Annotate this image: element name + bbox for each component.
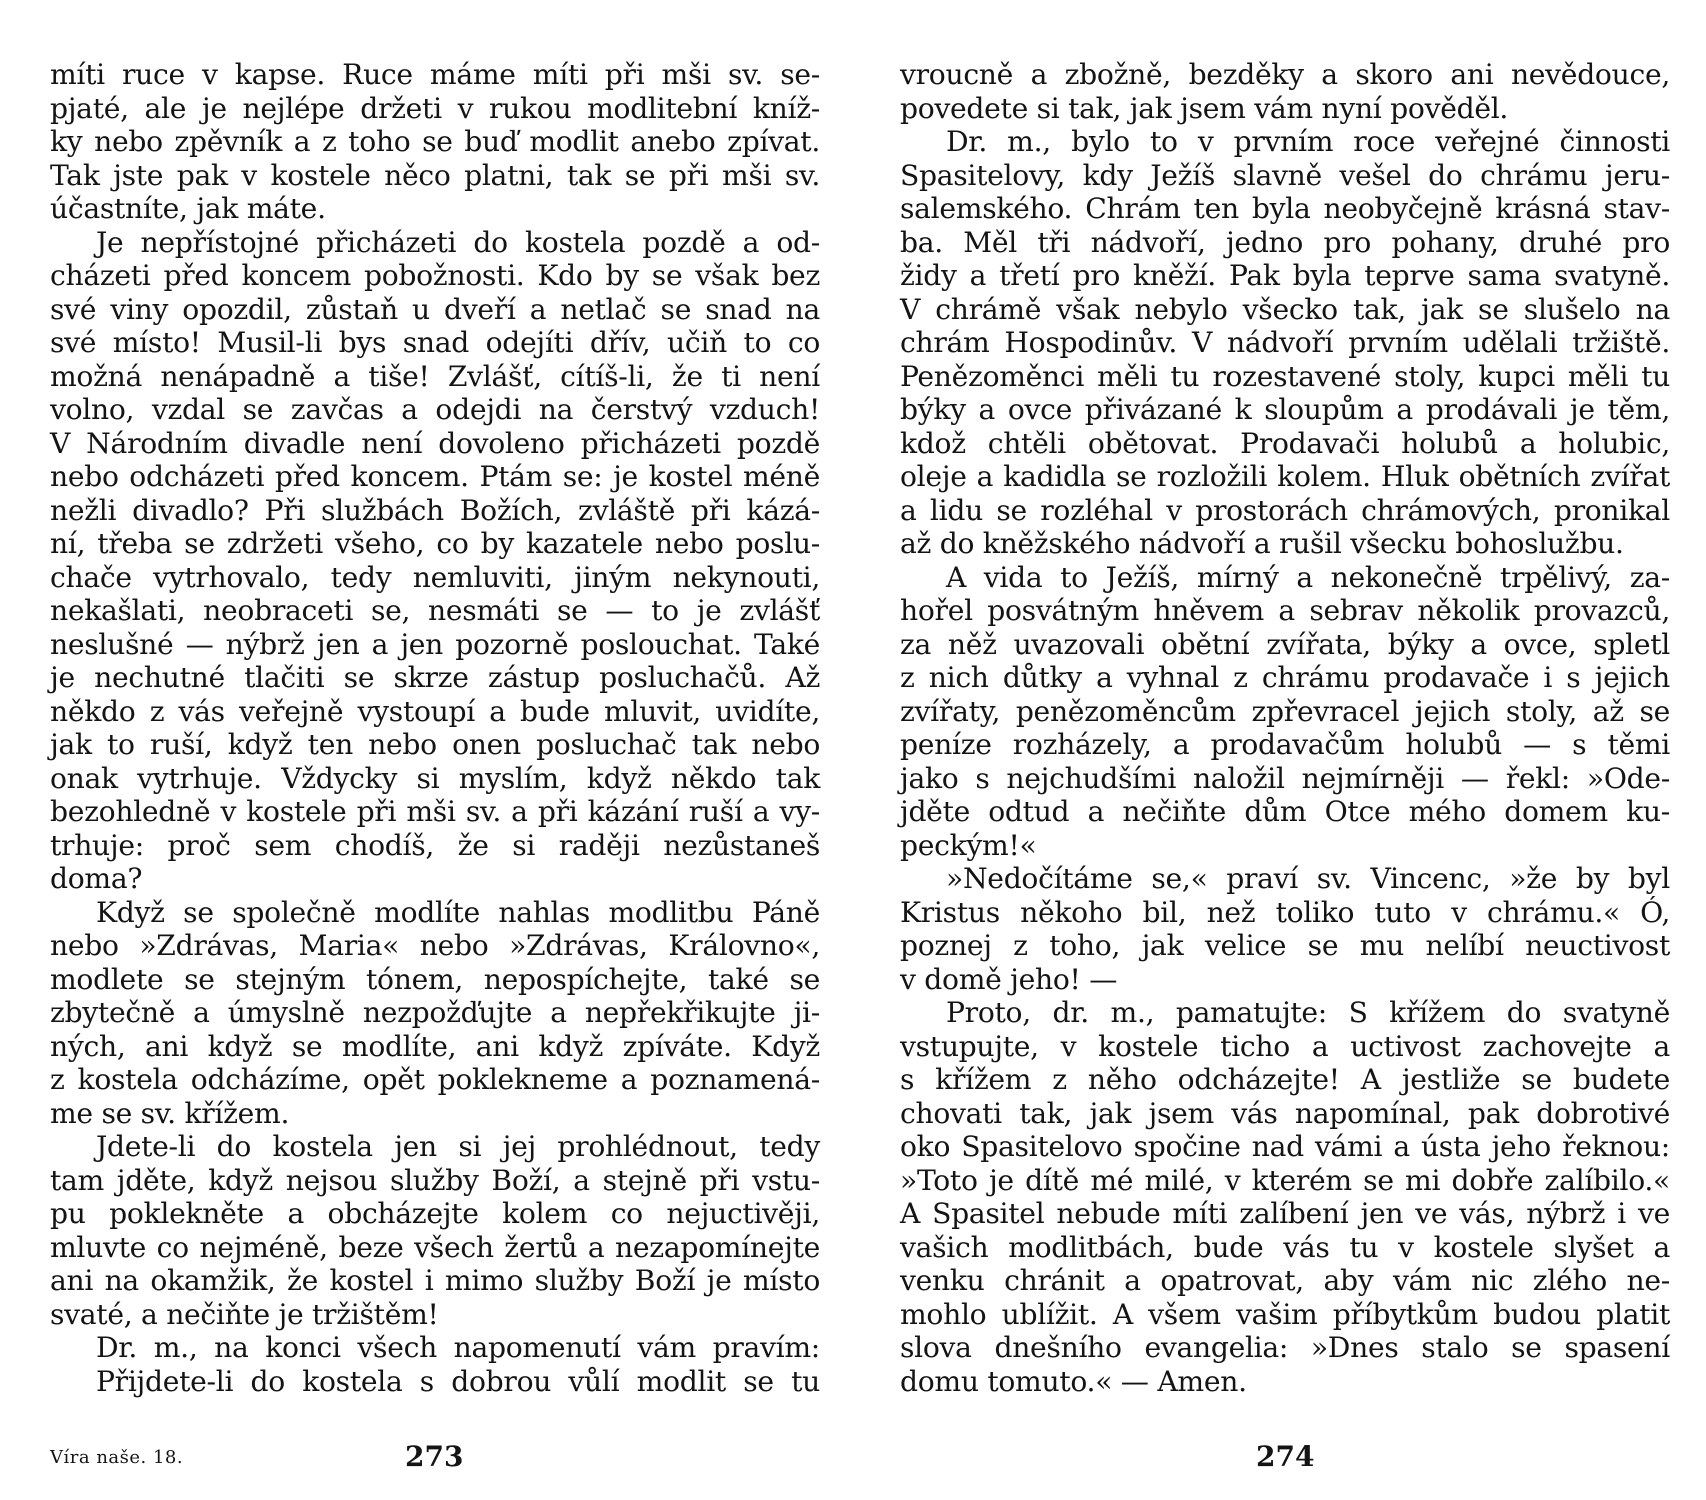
text-line: hořel posvátným hněvem a sebrav několik provazců, (900, 594, 1670, 627)
text-line: nekašlati, neobraceti se, nesmáti se — to je zvlášť (50, 594, 820, 627)
text-line: zvířaty, penězoměncům zpřevracel jejich stoly, až se (900, 694, 1670, 728)
text-line: míti ruce v kapse. Ruce máme míti při mši sv. se- (50, 58, 820, 91)
text-line: jděte odtud a nečiňte dům Otce mého domem ku- (900, 795, 1670, 828)
text-line: chrám Hospodinův. V nádvoří prvním udělali tržiště. (900, 326, 1670, 359)
text-line: ba. Měl tři nádvoří, jedno pro pohany, druhé pro (900, 225, 1670, 259)
text-line: mohlo ublížit. A všem vašim příbytkům budou platit (900, 1297, 1670, 1331)
text-line: Je nepřístojné přicházeti do kostela pozdě a od- (96, 225, 820, 259)
text-line: oleje a kadidla se rozložili kolem. Hluk obětních zvířat (900, 460, 1670, 493)
text-line: pjaté, ale je nejlépe držeti v rukou modlitební kníž- (50, 91, 820, 125)
text-line: Kristus někoho bil, než toliko tuto v chrámu.« Ó, (900, 895, 1670, 929)
text-line: jak to ruší, když ten nebo onen posluchač tak nebo (50, 728, 820, 761)
text-line: zbytečně a úmyslně nezpožďujte a nepřekřikujte ji- (50, 996, 820, 1029)
text-line: »Toto je dítě mé milé, v kterém se mi dobře zalíbilo.« (900, 1163, 1670, 1197)
text-line: salemského. Chrám ten byla neobyčejně krásná stav- (900, 192, 1670, 225)
text-line: onak vytrhuje. Vždycky si myslím, když někdo tak (50, 761, 820, 795)
text-line: jako s nejchudšími naložil nejmírněji — řekl: »Ode- (900, 761, 1670, 795)
text-line: ky nebo zpěvník a z toho se buď modlit anebo zpívat. (50, 125, 820, 158)
text-line: doma? (50, 862, 143, 895)
text-line: V chrámě však nebylo všecko tak, jak se slušelo na (900, 292, 1670, 326)
text-line: A Spasitel nebude míti zalíbení jen ve vás, nýbrž i ve (900, 1197, 1670, 1230)
text-line: je nechutné tlačiti se skrze zástup posluchačů. Až (50, 661, 820, 694)
text-line: oko Spasitelovo spočine nad vámi a ústa jeho řeknou: (900, 1130, 1670, 1163)
text-line: svaté, a nečiňte je tržištěm! (50, 1297, 439, 1331)
text-line: trhuje: proč sem chodíš, že si raději nezůstaneš (50, 828, 820, 862)
left-page-number: 273 (405, 1440, 464, 1473)
text-line: volno, vzdal se zavčas a odejdi na čerstvý vzduch! (50, 393, 820, 426)
text-line: chače vytrhovalo, tedy nemluviti, jiným nekynouti, (50, 560, 820, 594)
text-line: své viny opozdil, zůstaň u dveří a netlač se snad na (50, 292, 820, 326)
text-line: poznej z toho, jak velice se mu nelíbí neuctivost (900, 929, 1670, 962)
text-line: A vida to Ježíš, mírný a nekonečně trpělivý, za- (946, 560, 1670, 594)
text-line: Proto, dr. m., pamatujte: S křížem do svatyně (946, 996, 1670, 1029)
text-line: účastníte, jak máte. (50, 192, 326, 225)
text-line: vašich modlitbách, bude vás tu v kostele slyšet a (900, 1230, 1670, 1264)
text-line: venku chránit a opatrovat, aby vám nic zlého ne- (900, 1264, 1670, 1297)
text-line: bezohledně v kostele při mši sv. a při kázání ruší a vy- (50, 795, 820, 828)
text-line: Dr. m., na konci všech napomenutí vám pravím: (96, 1331, 820, 1364)
text-line: vstupujte, v kostele ticho a uctivost zachovejte a (900, 1029, 1670, 1063)
text-line: peckým!« (900, 828, 1037, 862)
text-line: ani na okamžik, že kostel i mimo služby Boží je místo (50, 1264, 820, 1297)
text-line: me se sv. křížem. (50, 1096, 290, 1130)
text-line: Penězoměnci měli tu rozestavené stoly, kupci měli tu (900, 359, 1670, 393)
text-line: pu poklekněte a obcházejte kolem co nejuctivěji, (50, 1197, 820, 1230)
text-line: s křížem z něho odcházejte! A jestliže se budete (900, 1063, 1670, 1096)
text-line: chovati tak, jak jsem vás napomínal, pak dobrotivé (900, 1096, 1670, 1130)
text-line: Dr. m., bylo to v prvním roce veřejné činnosti (946, 125, 1670, 158)
printer-signature: Víra naše. 18. (50, 1447, 184, 1468)
right-page-number: 274 (1256, 1440, 1315, 1473)
text-line: Když se společně modlíte nahlas modlitbu Páně (96, 895, 820, 929)
text-line: možná nenápadně a tiše! Zvlášť, cítíš-li, že ti není (50, 359, 820, 393)
text-line: býky a ovce přivázané k sloupům a prodávali je těm, (900, 393, 1670, 426)
text-line: tam jděte, když nejsou služby Boží, a stejně při vstu- (50, 1163, 820, 1197)
left-page (50, 58, 820, 1398)
text-line: mluvte co nejméně, beze všech žertů a nezapomínejte (50, 1230, 820, 1264)
text-line: nebo »Zdrávas, Maria« nebo »Zdrávas, Královno«, (50, 929, 820, 962)
text-line: někdo z vás veřejně vystoupí a bude mluvit, uvidíte, (50, 694, 820, 728)
text-line: v domě jeho! — (900, 962, 1118, 996)
text-line: nežli divadlo? Při službách Božích, zvláště při kázá- (50, 493, 820, 527)
text-line: Tak jste pak v kostele něco platni, tak se při mši sv. (50, 158, 820, 192)
text-line: a lidu se rozléhal v prostorách chrámových, pronikal (900, 493, 1670, 527)
text-line: slova dnešního evangelia: »Dnes stalo se spasení (900, 1331, 1670, 1364)
text-line: »Nedočítáme se,« praví sv. Vincenc, »že by byl (946, 862, 1670, 895)
text-line: z nich důtky a vyhnal z chrámu prodavače i s jejich (900, 661, 1670, 694)
text-line: peníze rozházely, a prodavačům holubů — s těmi (900, 728, 1670, 761)
text-line: modlete se stejným tónem, nepospíchejte, také se (50, 962, 820, 996)
text-line: vroucně a zbožně, bezděky a skoro ani nevědouce, (900, 58, 1670, 91)
text-line: kdož chtěli obětovat. Prodavači holubů a holubic, (900, 426, 1670, 460)
text-line: až do kněžského nádvoří a rušil všecku bohoslužbu. (900, 527, 1624, 560)
text-line: z kostela odcházíme, opět poklekneme a poznamená- (50, 1063, 820, 1096)
text-line: domu tomuto.« — Amen. (900, 1364, 1247, 1398)
text-line: Jdete-li do kostela jen si jej prohlédnout, tedy (96, 1130, 820, 1163)
text-line: povedete si tak, jak jsem vám nyní pověděl. (900, 91, 1509, 125)
text-line: své místo! Musil-li bys snad odejíti dřív, učiň to co (50, 326, 820, 359)
text-line: Přijdete-li do kostela s dobrou vůlí modlit se tu (96, 1364, 820, 1398)
text-line: neslušné — nýbrž jen a jen pozorně poslouchat. Také (50, 627, 820, 661)
text-line: ných, ani když se modlíte, ani když zpíváte. Když (50, 1029, 820, 1063)
text-line: Spasitelovy, kdy Ježíš slavně vešel do chrámu jeru- (900, 158, 1670, 192)
right-page (900, 58, 1670, 1398)
text-line: cházeti před koncem pobožnosti. Kdo by se však bez (50, 259, 820, 292)
text-line: za něž uvazovali obětní zvířata, býky a ovce, spletl (900, 627, 1670, 661)
text-line: V Národním divadle není dovoleno přicházeti pozdě (50, 426, 820, 460)
text-line: ní, třeba se zdržeti všeho, co by kazatele nebo poslu- (50, 527, 820, 560)
text-line: nebo odcházeti před koncem. Ptám se: je kostel méně (50, 460, 820, 493)
text-line: židy a třetí pro kněží. Pak byla teprve sama svatyně. (900, 259, 1670, 292)
